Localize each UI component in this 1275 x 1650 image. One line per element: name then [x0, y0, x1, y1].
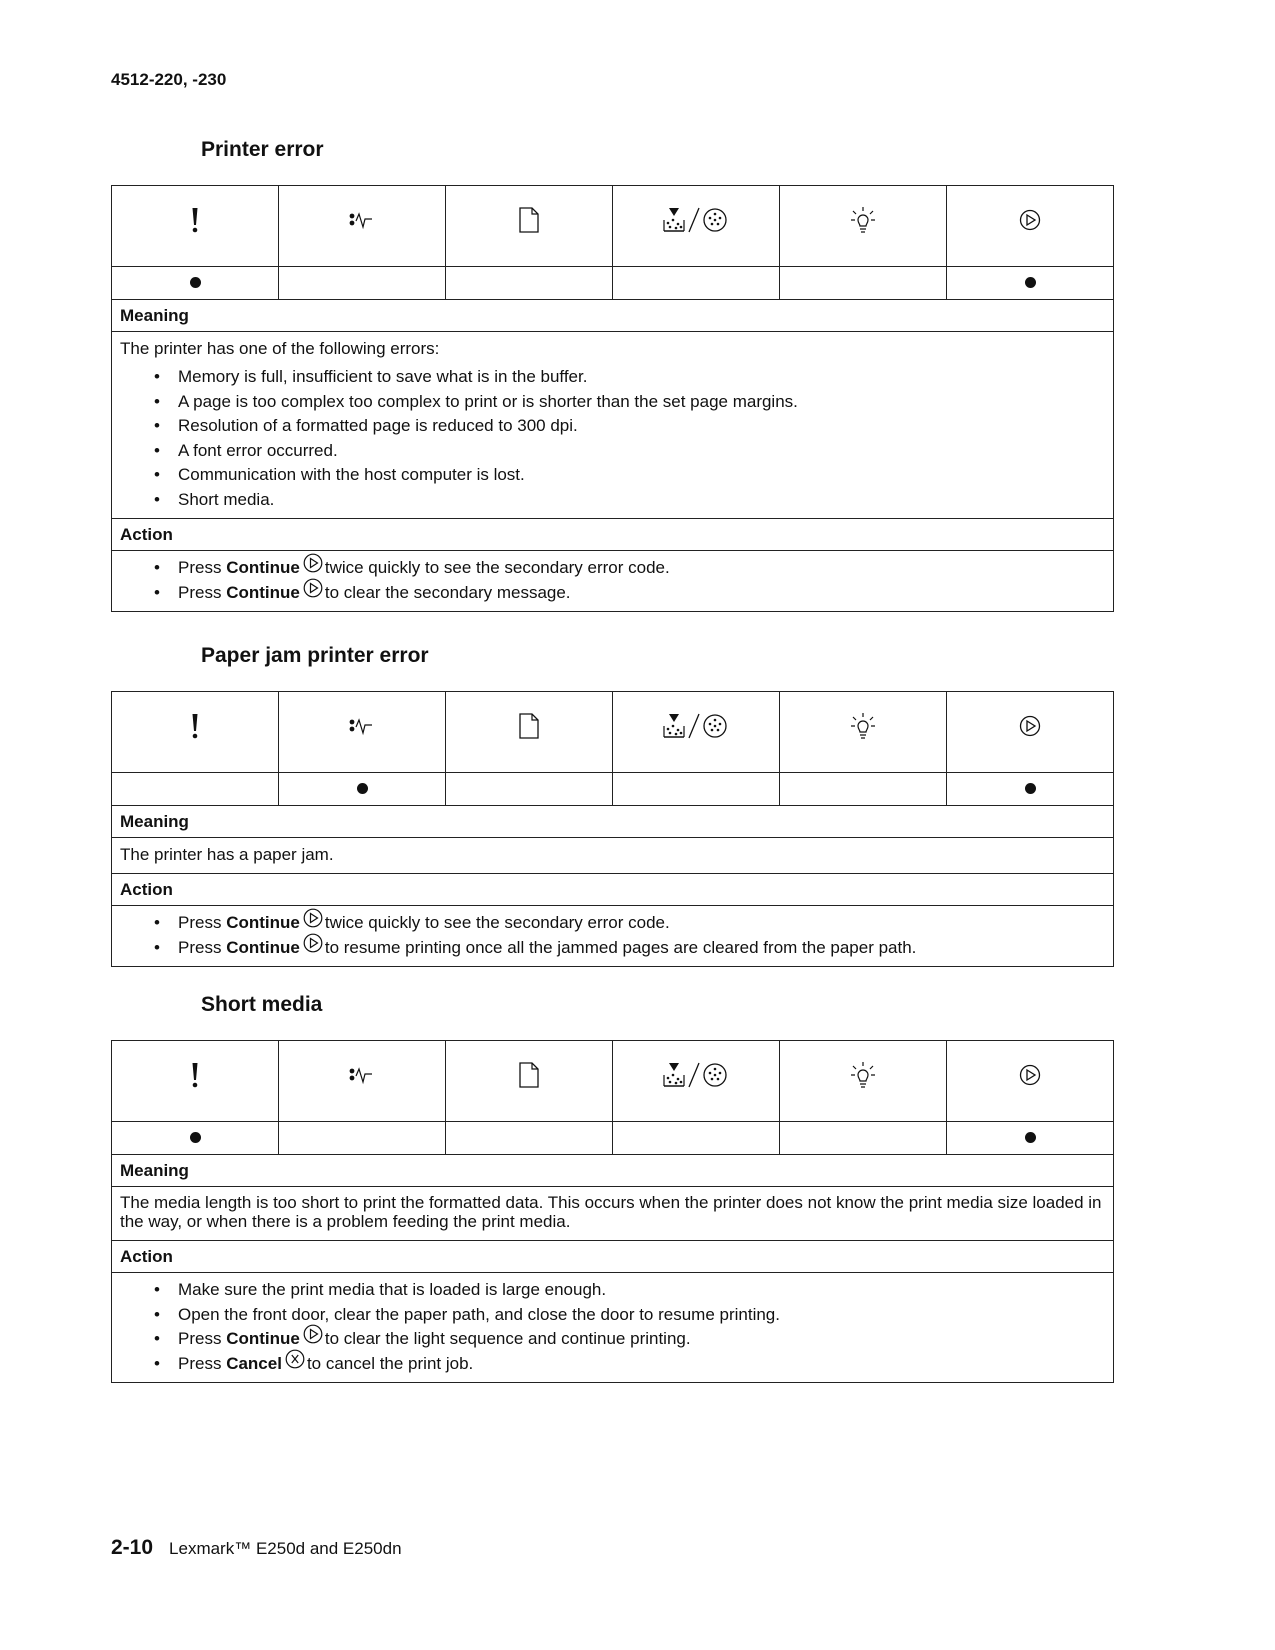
light-state-ready	[780, 1122, 947, 1155]
continue-button-icon	[303, 578, 323, 606]
toner-drum-light-icon	[661, 216, 731, 235]
continue-button-icon	[1019, 722, 1041, 741]
list-item: • Press Continue to clear the secondary message.	[178, 581, 1105, 606]
meaning-list	[120, 365, 1105, 512]
continue-button-label: Continue	[226, 913, 300, 932]
ready-light-icon	[850, 722, 876, 741]
continue-button-icon	[1019, 1071, 1041, 1090]
list-item: • Open the front door, clear the paper path, and close the door to resume printing.	[178, 1303, 1105, 1328]
light-state-error	[112, 1122, 279, 1155]
light-state-error	[112, 773, 279, 806]
error-light-icon	[189, 216, 201, 235]
action-list	[120, 911, 1105, 960]
action-list	[120, 1278, 1105, 1376]
light-state-toner	[613, 773, 780, 806]
continue-button-icon	[303, 908, 323, 936]
icon-row	[112, 186, 1114, 267]
light-state-row	[112, 1122, 1114, 1155]
light-state-ready	[780, 267, 947, 300]
icon-row	[112, 1041, 1114, 1122]
light-state-load-paper	[446, 773, 613, 806]
paper-jam-light-icon	[348, 216, 376, 235]
list-item: • A font error occurred.	[178, 439, 1105, 464]
list-item: • Memory is full, insufficient to save what is in the buffer.	[178, 365, 1105, 390]
meaning-body	[112, 332, 1114, 519]
light-state-continue	[947, 1122, 1114, 1155]
continue-button-label: Continue	[226, 582, 300, 602]
meaning-body	[112, 838, 1114, 874]
light-state-ready	[780, 773, 947, 806]
continue-button-icon	[303, 553, 323, 581]
meaning-label: Meaning	[112, 1155, 1114, 1187]
action-label: Action	[112, 1241, 1114, 1273]
list-item: • A page is too complex too complex to print or is shorter than the set page margins.	[178, 390, 1105, 415]
toner-drum-light-icon	[661, 722, 731, 741]
load-paper-light-icon	[518, 1071, 540, 1090]
meaning-label: Meaning	[112, 300, 1114, 332]
document-title: Lexmark™ E250d and E250dn	[169, 1539, 402, 1558]
light-state-continue	[947, 773, 1114, 806]
section-title: Printer error	[201, 138, 324, 161]
light-state-paper-jam	[279, 773, 446, 806]
light-sequence-table	[111, 1040, 1114, 1383]
meaning-text: The media length is too short to print the formatted data. This occurs when the printer does not know the print media size loaded in the way, or when there is a problem feeding the print media.	[120, 1193, 1102, 1231]
section-short-media	[111, 990, 1114, 1383]
light-on-dot	[1025, 277, 1036, 288]
toner-drum-light-icon	[661, 1071, 731, 1090]
error-light-icon	[189, 1071, 201, 1090]
paper-jam-light-icon	[348, 722, 376, 741]
light-on-dot	[190, 1132, 201, 1143]
action-body	[112, 551, 1114, 612]
paper-jam-light-icon	[348, 1071, 376, 1090]
section-title: Paper jam printer error	[201, 644, 429, 667]
model-number: 4512-220, -230	[111, 70, 227, 89]
continue-button-label: Continue	[226, 937, 300, 957]
load-paper-light-icon	[518, 216, 540, 235]
action-body	[112, 1273, 1114, 1383]
list-item: • Resolution of a formatted page is reduced to 300 dpi.	[178, 414, 1105, 439]
ready-light-icon	[850, 216, 876, 235]
cancel-button-icon	[285, 1349, 305, 1377]
light-state-load-paper	[446, 1122, 613, 1155]
list-item: • Press Continue twice quickly to see the secondary error code.	[178, 556, 1105, 581]
list-item: • Press Continue twice quickly to see the secondary error code.	[178, 911, 1105, 936]
icon-row	[112, 692, 1114, 773]
load-paper-light-icon	[518, 722, 540, 741]
light-state-paper-jam	[279, 267, 446, 300]
meaning-text: The printer has a paper jam.	[120, 845, 334, 864]
continue-button-icon	[303, 1324, 323, 1352]
light-state-error	[112, 267, 279, 300]
action-label: Action	[112, 519, 1114, 551]
light-state-load-paper	[446, 267, 613, 300]
section-paper-jam-printer-error	[111, 641, 1114, 967]
continue-button-icon	[303, 933, 323, 961]
meaning-body	[112, 1187, 1114, 1241]
light-on-dot	[1025, 1132, 1036, 1143]
cancel-button-label: Cancel	[226, 1353, 282, 1373]
list-item: • Press Cancel to cancel the print job.	[178, 1352, 1105, 1377]
light-on-dot	[1025, 783, 1036, 794]
meaning-label: Meaning	[112, 806, 1114, 838]
light-sequence-table	[111, 185, 1114, 612]
page-number: 2-10	[111, 1536, 154, 1559]
light-state-continue	[947, 267, 1114, 300]
error-light-icon	[189, 722, 201, 741]
light-state-paper-jam	[279, 1122, 446, 1155]
list-item: • Press Continue to resume printing once all the jammed pages are cleared from the paper path.	[178, 936, 1105, 961]
light-on-dot	[357, 783, 368, 794]
action-label: Action	[112, 874, 1114, 906]
continue-button-icon	[1019, 216, 1041, 235]
section-title: Short media	[201, 993, 323, 1016]
light-state-row	[112, 267, 1114, 300]
page-footer	[111, 1536, 402, 1560]
meaning-intro: The printer has one of the following errors:	[120, 339, 440, 358]
light-on-dot	[190, 277, 201, 288]
light-state-row	[112, 773, 1114, 806]
list-item: • Press Continue to clear the light sequence and continue printing.	[178, 1327, 1105, 1352]
light-state-toner	[613, 267, 780, 300]
list-item: • Make sure the print media that is loaded is large enough.	[178, 1278, 1105, 1303]
action-body	[112, 906, 1114, 967]
ready-light-icon	[850, 1071, 876, 1090]
continue-button-label: Continue	[226, 1329, 300, 1348]
continue-button-label: Continue	[226, 558, 300, 577]
action-list	[120, 556, 1105, 605]
light-sequence-table	[111, 691, 1114, 967]
light-state-toner	[613, 1122, 780, 1155]
section-printer-error	[111, 135, 1114, 612]
list-item: • Short media.	[178, 488, 1105, 513]
list-item: • Communication with the host computer is lost.	[178, 463, 1105, 488]
